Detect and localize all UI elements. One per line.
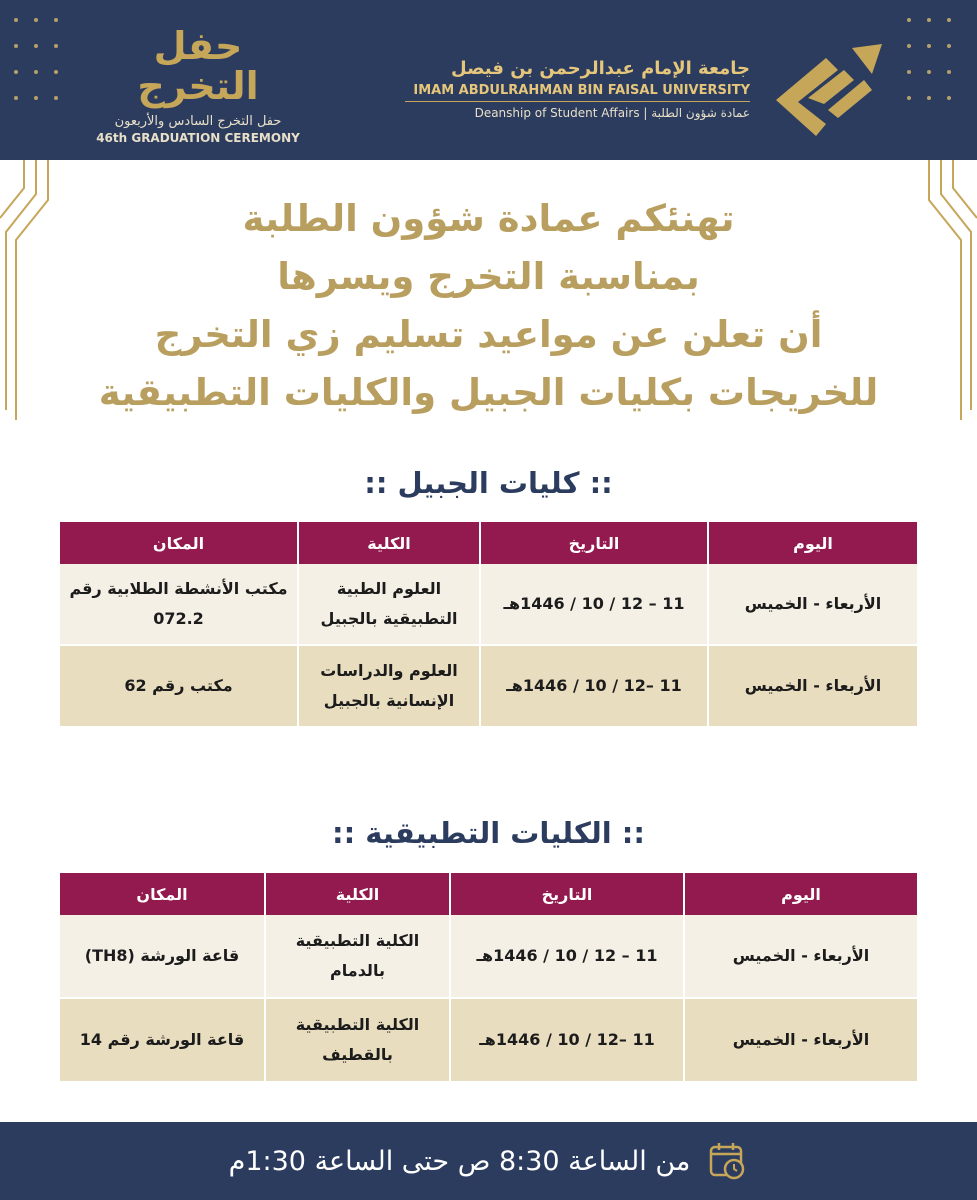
footer-time-text: من الساعة 8:30 ص حتى الساعة 1:30م [228,1145,691,1177]
decorative-frame-left [0,160,60,420]
jubail-section-title: :: كليات الجبيل :: [364,466,613,500]
header-college: الكلية [297,522,479,564]
calendar-clock-icon [708,1141,748,1181]
cell-place: مكتب رقم 62 [60,646,297,728]
cell-date: 11 – 12 / 10 / 1446هـ [479,564,707,646]
cell-college: العلوم الطبية التطبيقية بالجبيل [297,564,479,646]
cell-place: قاعة الورشة (TH8) [60,915,264,999]
university-logo-icon [768,40,886,140]
university-name-english: IMAM ABDULRAHMAN BIN FAISAL UNIVERSITY [405,83,750,102]
header-day: اليوم [707,522,917,564]
decorative-dots-right [907,18,967,100]
applied-schedule-table [60,873,917,1083]
cell-date: 11 – 12 / 10 / 1446هـ [449,915,683,999]
table-row [60,646,917,728]
announcement-headline [60,190,917,422]
cell-day: الأربعاء - الخميس [683,915,917,999]
cell-place: مكتب الأنشطة الطلابية رقم 072.2 [60,564,297,646]
table-header-row [60,873,917,915]
cell-day: الأربعاء - الخميس [683,999,917,1083]
cell-place: قاعة الورشة رقم 14 [60,999,264,1083]
ceremony-arabic-subtitle: حفل التخرج السادس والأربعون [114,114,282,129]
applied-section-title: :: الكليات التطبيقية :: [332,816,645,850]
ceremony-logo [88,26,308,145]
decorative-frame-right [917,160,977,420]
table-header-row [60,522,917,564]
headline-line-4: للخريجات بكليات الجبيل والكليات التطبيقية [98,371,879,414]
deanship-label: Deanship of Student Affairs | عمادة شؤون الطلبة [474,106,750,120]
cell-college: الكلية التطبيقية بالدمام [264,915,449,999]
header-place: المكان [60,522,297,564]
jubail-schedule-table [60,522,917,728]
headline-line-2: بمناسبة التخرج ويسرها [277,255,700,298]
table-row [60,999,917,1083]
header-place: المكان [60,873,264,915]
university-name-block [405,58,750,120]
header-day: اليوم [683,873,917,915]
ceremony-english-subtitle: 46th GRADUATION CEREMONY [96,131,300,145]
header-date: التاريخ [479,522,707,564]
headline-line-1: تهنئكم عمادة شؤون الطلبة [242,197,735,240]
footer-banner [0,1122,977,1200]
headline-line-3: أن تعلن عن مواعيد تسليم زي التخرج [154,313,823,356]
university-name-arabic: جامعة الإمام عبدالرحمن بن فيصل [451,58,750,79]
header-date: التاريخ [449,873,683,915]
header-banner [0,0,977,160]
table-row [60,915,917,999]
decorative-dots-left [14,18,74,100]
cell-day: الأربعاء - الخميس [707,646,917,728]
cell-date: 11 –12 / 10 / 1446هـ [449,999,683,1083]
header-college: الكلية [264,873,449,915]
cell-college: الكلية التطبيقية بالقطيف [264,999,449,1083]
cell-day: الأربعاء - الخميس [707,564,917,646]
ceremony-kufic-title: حفل التخرج [137,24,259,108]
cell-date: 11 –12 / 10 / 1446هـ [479,646,707,728]
table-row [60,564,917,646]
cell-college: العلوم والدراسات الإنسانية بالجبيل [297,646,479,728]
